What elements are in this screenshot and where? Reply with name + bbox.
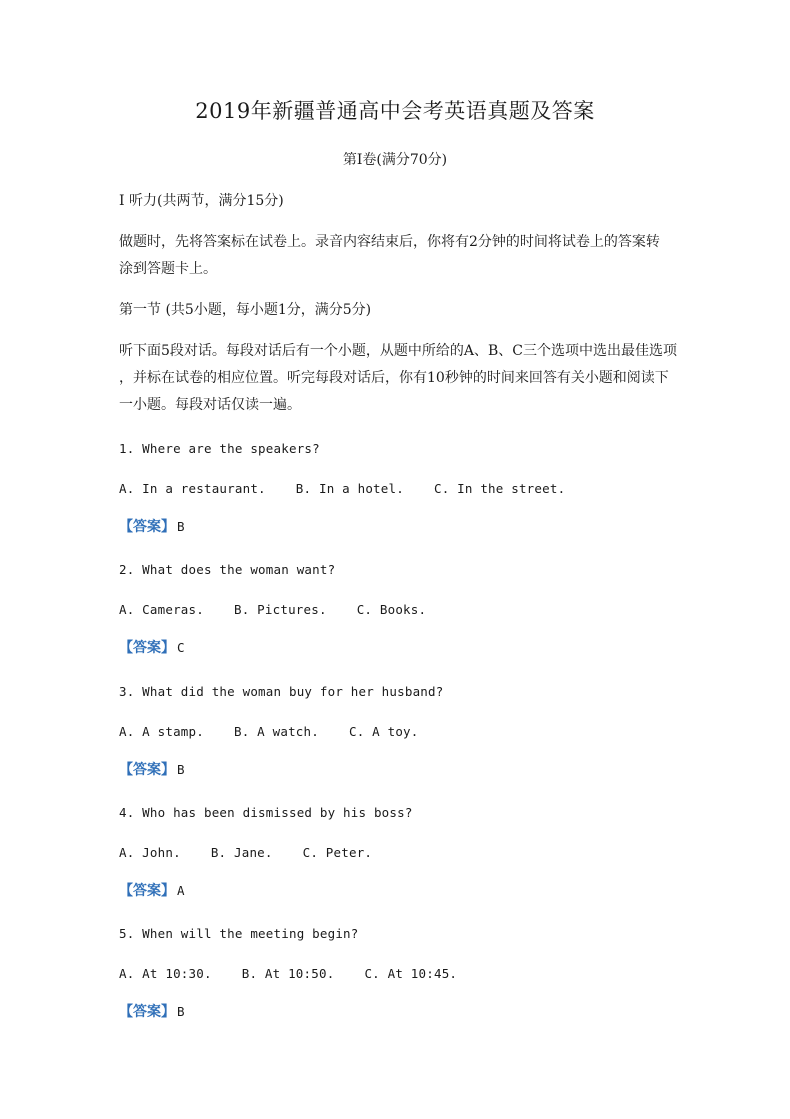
answer-label: 【答案】 [119,640,175,656]
question-2-option-c: C. Books. [356,602,427,617]
listening-section-heading: Ⅰ 听力(共两节，满分15分) [119,193,284,209]
answer-value: A [177,883,185,898]
question-2-option-b: B. Pictures. [233,602,327,617]
question-2-options [119,596,679,623]
question-2-answer [119,634,679,662]
question-1: 1. Where are the speakers? [119,441,320,456]
question-4-option-b: B. Jane. [210,845,273,860]
part1-heading: 第一节 (共5小题，每小题1分，满分5分) [119,302,372,318]
answer-label: 【答案】 [119,883,175,899]
question-2-option-a: A. Cameras. [119,602,204,617]
document-title: 2019年新疆普通高中会考英语真题及答案 [195,99,595,123]
question-4-options [119,839,679,866]
question-3-option-a: A. A stamp. [119,724,204,739]
question-5: 5. When will the meeting begin? [119,926,359,941]
answer-value: B [177,1004,185,1019]
question-3-option-b: B. A watch. [233,724,319,739]
question-2: 2. What does the woman want? [119,562,336,577]
question-5-answer [119,998,679,1026]
part1-instructions-line-3: 一小题。每段对话仅读一遍。 [119,397,301,413]
question-1-option-c: C. In the street. [433,481,566,496]
answer-label: 【答案】 [119,1004,175,1020]
answer-label: 【答案】 [119,762,175,778]
answer-value: B [177,762,185,777]
question-3: 3. What did the woman buy for her husband? [119,684,444,699]
question-1-options [119,475,679,502]
instructions-line-2: 涂到答题卡上。 [119,261,217,277]
question-1-answer [119,513,679,541]
answer-value: C [177,640,185,655]
question-3-option-c: C. A toy. [348,724,419,739]
question-5-options [119,960,679,987]
question-3-options [119,718,679,745]
paper-section-title: 第Ⅰ卷(满分70分) [342,152,448,168]
question-1-option-b: B. In a hotel. [295,481,404,496]
question-4-answer [119,877,679,905]
question-5-option-c: C. At 10:45. [364,966,458,981]
question-4-option-a: A. John. [119,845,181,860]
question-4: 4. Who has been dismissed by his boss? [119,805,413,820]
answer-value: B [177,519,185,534]
instructions-line-1: 做题时，先将答案标在试卷上。录音内容结束后，你将有2分钟的时间将试卷上的答案转 [119,234,660,250]
question-5-option-a: A. At 10:30. [119,966,212,981]
question-5-option-b: B. At 10:50. [241,966,335,981]
question-4-option-c: C. Peter. [302,845,373,860]
part1-instructions-line-1: 听下面5段对话。每段对话后有一个小题，从题中所给的A、B、C三个选项中选出最佳选项 [119,343,678,359]
question-3-answer [119,756,679,784]
part1-instructions-line-2: ，并标在试卷的相应位置。听完每段对话后，你有10秒钟的时间来回答有关小题和阅读下 [119,370,669,386]
question-1-option-a: A. In a restaurant. [119,481,266,496]
answer-label: 【答案】 [119,519,175,535]
